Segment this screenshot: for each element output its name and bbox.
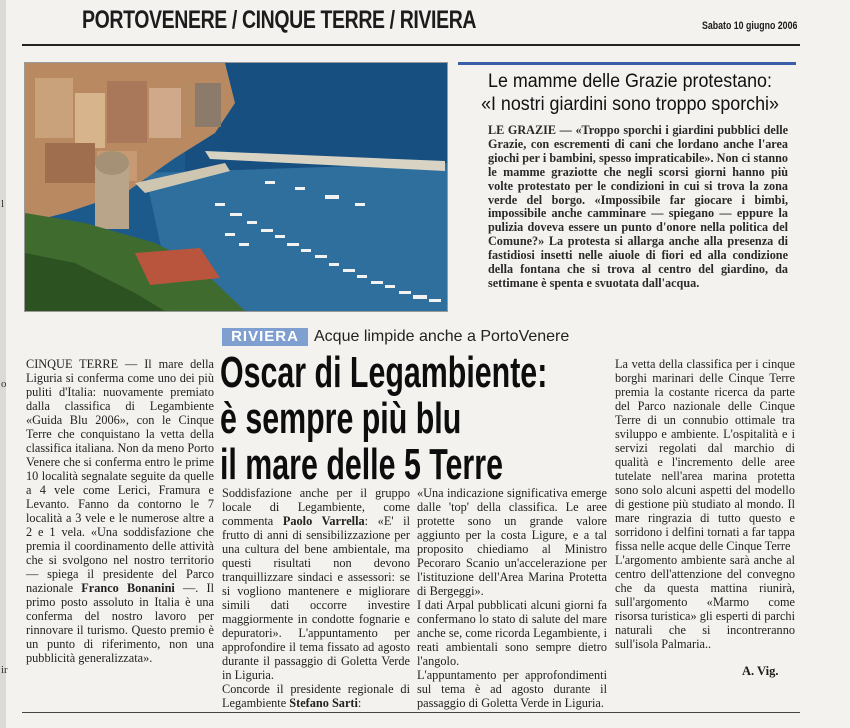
section-title: PORTOVENERE / CINQUE TERRE / RIVIERA <box>82 6 477 34</box>
secondary-headline-line: «I nostri giardini sono troppo sporchi» <box>481 94 779 115</box>
secondary-article-body <box>488 124 788 291</box>
article-accent-rule <box>458 62 796 65</box>
header-divider <box>22 44 800 46</box>
kicker: Acque limpide anche a PortoVenere <box>314 328 570 345</box>
bottom-divider <box>22 712 800 713</box>
article-column-1 <box>26 357 214 665</box>
cut-text-fragment: l <box>1 198 5 210</box>
cut-text-fragment: ir <box>1 664 8 676</box>
article-text: Soddisfazione anche per il gruppo locale di Legambiente, come commenta <box>222 486 410 528</box>
quoted-person: Paolo Varrella <box>282 514 365 528</box>
article-paragraph: L'appuntamento per approfondimenti sul tema è ad agosto durante il passaggio di Goletta Verde in Liguria. <box>417 668 607 710</box>
article-paragraph: I dati Arpal pubblicati alcuni giorni fa confermano lo stato di salute del mare anche se, come ricorda Legambiente, i reati ambientali sono sempre dietro l'angolo. <box>417 598 607 668</box>
article-text: : <box>357 696 362 710</box>
quoted-person: Stefano Sarti <box>289 696 358 710</box>
article-paragraph: La vetta della classifica per i cinque borghi marinari delle Cinque Terre premia la costante ricerca da parte del Parco nazionale delle Cinque Terre di un connubio ottimale tra sviluppo e ambiente. L'ospitalità e i servizi regolati dal marchio di qualità e l'incremento delle aree tutelate nell'area marina protetta sono solo alcuni aspetti del modello di gestione più studiato al mondo. Il mare ringrazia di tutto questo e sorridono i delfini tornati a far tappa fissa nelle acque delle Cinque Terre <box>615 357 795 553</box>
article-text: CINQUE TERRE — Il mare della Liguria si conferma come uno dei più puliti d'Italia: nuovamente premiato dalla classifica di Legambiente «Guida Blu 2006», con le Cinque Terre che conquistano la vetta della classifica italiana. Non da meno Porto Venere che si conferma entro le prime 10 località segnalate seguite da quelle a 4 vele come Lerici, Framura e Levanto. Fanno da contorno le 7 località a 3 vele e le numerose altre a 2 e 1 vela. «Una soddisfazione che premia il coordinamento delle attività che si svolgono nel nostro territorio — spiega il presidente del Parco nazionale <box>26 357 214 595</box>
secondary-headline-line: Le mamme delle Grazie protestano: <box>488 71 772 92</box>
dateline: LE GRAZIE <box>488 123 556 137</box>
harbour-photo <box>24 62 448 312</box>
article-text: — «Troppo sporchi i giardini pubblici delle Grazie, con escrementi di cani che lordano anche l'area giochi per i bambini, spesso impraticabile». Non ci stanno le mamme graziotte che negli scorsi giorni hanno più volte protestato per le condizioni in cui si trova la zona verde del borgo. «Impossibile far giocare i bimbi, impossibile anche camminare — spiegano — eppure la pulizia doveva essere un punto d'onore nella politica del Comune?» La protesta si allarga anche alla presenza di fastidiosi insetti nelle aiuole di fiori ed alla condizione della fontana che si trova al centro del giardino, da settimane è spenta e svuotata dall'acqua. <box>488 123 789 290</box>
cut-text-fragment: o <box>1 378 7 390</box>
author-signature: A. Vig. <box>742 664 779 678</box>
issue-date: Sabato 10 giugno 2006 <box>702 20 798 32</box>
headline-line: è sempre più blu <box>220 394 462 443</box>
main-headline <box>220 350 547 488</box>
article-column-3 <box>417 486 607 710</box>
article-text: : «E' il frutto di anni di sensibilizzazione per una cultura del bene ambientale, ma questi risultati non devono tranquillizzare sindaci e assessori: se si vogliono mantenere e migliorare simili dati occorre investire maggiormente in condotte fognarie e depuratori». L'appuntamento per approfondire il tema fissato ad agosto durante il passaggio di Goletta Verde in Liguria. <box>222 514 411 682</box>
article-column-2 <box>222 486 410 710</box>
article-text: Concorde il presidente regionale di Legambiente <box>222 682 410 710</box>
headline-line: Oscar di Legambiente: <box>220 348 548 397</box>
article-paragraph: L'argomento ambiente sarà anche al centro dell'attenzione del convegno che da questa mattina riunirà, sull'argomento «Marmo come risorsa turistica» gli esperti di parchi naturali che si incontreranno sull'isola Palmaria.. <box>615 553 795 651</box>
article-paragraph: «Una indicazione significativa emerge dalle 'top' della classifica. Le aree protette sono un grande valore aggiunto per la costa Ligure, e a tal proposito chiediamo al Ministro Pecoraro Scanio un'accelerazione per l'istituzione dell'Area Marina Protetta di Bergeggi». <box>417 486 607 598</box>
article-column-4 <box>615 357 795 651</box>
article-text: —. Il primo posto assoluto in Italia è una conferma del nostro lavoro per rinnovare il turismo. Questo premio è un punto di riferimento, non una pubblicità generalizzata». <box>26 581 214 665</box>
page-gutter <box>0 0 6 728</box>
secondary-headline <box>472 70 788 116</box>
quoted-person: Franco Bonanini <box>81 581 175 595</box>
section-tag: RIVIERA <box>222 328 308 346</box>
headline-line: il mare delle 5 Terre <box>220 440 503 489</box>
